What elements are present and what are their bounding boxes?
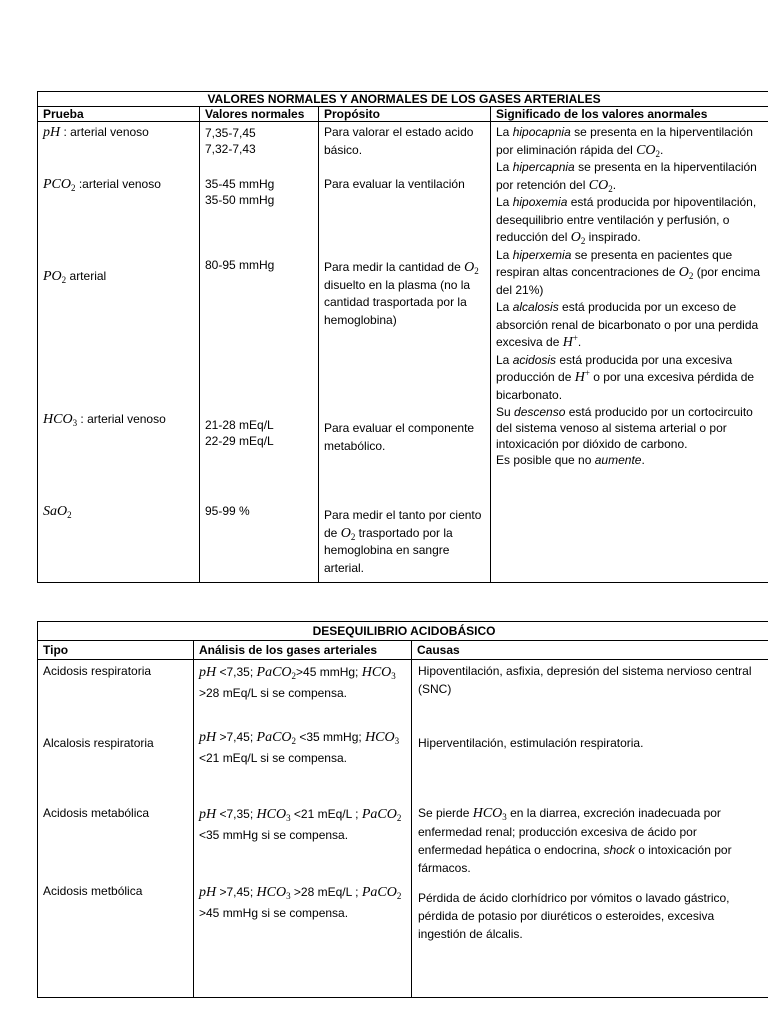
header-causas: Causas: [412, 641, 768, 660]
acid-base-table: [37, 621, 768, 998]
test-sao2: SaO$_2$: [43, 504, 72, 520]
analysis-acidosis-metabolica: pH <7,35; $HCO_3 <21$ mEq/L ; PaCO$_2$ <35 mmHg si se compensa.: [199, 807, 402, 842]
analysis-alcalosis-respiratoria: pH >7,45; PaCO$_2$ <35 mmHg; $HCO_3 <21$ mEq/L si se compensa.: [199, 730, 400, 765]
causes-column: [412, 660, 768, 998]
type-acidosis-respiratoria: Acidosis respiratoria: [43, 664, 152, 678]
meaning-aumente: Es posible que no aumente.: [496, 453, 645, 467]
test-ph: pH : arterial venoso: [43, 125, 149, 140]
purpose-pco2: Para evaluar la ventilación: [324, 177, 465, 191]
type-alcalosis-respiratoria: Alcalosis respiratoria: [43, 736, 154, 750]
meaning-hipocapnia: La hipocapnia se presenta en la hiperventilación por eliminación rápida del $CO_2$.: [496, 125, 753, 159]
test-hco3: $HCO_3$ : arterial venoso: [43, 412, 166, 428]
purpose-column: [319, 122, 491, 583]
meaning-alcalosis: La alcalosis está producida por un exceso de absorción renal de bicarbonato o por una perdida excesiva de H+.: [496, 300, 759, 350]
analysis-acidosis-respiratoria: pH <7,35; PaCO$_2$>45 mmHg; $HCO_3 >28$ mEq/L si se compensa.: [199, 665, 396, 700]
header-significado: Significado de los valores anormales: [491, 107, 768, 122]
cause-acidosis-metabolica: Se pierde $HCO_3$ en la diarrea, excreción inadecuada por enfermedad renal; producción excesiva de ácido por enfermedad hepática o endocrina, shock o intoxicación por fármacos.: [418, 806, 732, 875]
type-acidosis-metabolica: Acidosis metabólica: [43, 806, 150, 820]
header-proposito: Propósito: [319, 107, 491, 122]
analysis-column: [194, 660, 412, 998]
meaning-column: [491, 122, 768, 583]
cause-acidosis-metbolica: Pérdida de ácido clorhídrico por vómitos o lavado gástrico, pérdida de potasio por diuréticos o esteroides, excesiva ingestión de álcalis.: [418, 891, 730, 941]
header-tipo: Tipo: [38, 641, 194, 660]
analysis-acidosis-metbolica: pH >7,45; $HCO_3 >28$ mEq/L ; PaCO$_2$ >45 mmHg si se compensa.: [199, 885, 402, 920]
header-prueba: Prueba: [38, 107, 200, 122]
meaning-hipoxemia: La hipoxemia está producida por hipoventilación, desequilibrio entre ventilación y perfusión, o reducción del $O_2$ inspirado.: [496, 195, 757, 246]
test-po2: $PO_2$ arterial: [43, 269, 107, 285]
purpose-ph: Para valorar el estado acido básico.: [324, 125, 474, 157]
meaning-acidosis: La acidosis está producida por una excesiva producción de H+ o por una excesiva pérdida de bicarbonato.: [496, 352, 755, 402]
table2-title: DESEQUILIBRIO ACIDOBÁSICO: [38, 622, 768, 641]
header-valores: Valores normales: [200, 107, 319, 122]
values-sao2: 95-99 %: [205, 504, 250, 518]
values-pco2: 35-45 mmHg 35-50 mmHg: [205, 177, 275, 207]
purpose-sao2: Para medir el tanto por ciento de $O_2$ trasportado por la hemoglobina en sangre arterial.: [324, 508, 482, 575]
header-analisis: Análisis de los gases arteriales: [194, 641, 412, 660]
meaning-descenso: Su descenso está producido por un cortocircuito del sistema venoso al sistema arterial o por intoxicación por dióxido de carbono.: [496, 405, 753, 451]
tests-column: [38, 122, 200, 583]
values-column: [200, 122, 319, 583]
values-hco3: 21-28 mEq/L 22-29 mEq/L: [205, 418, 274, 448]
values-ph: 7,35-7,45 7,32-7,43: [205, 126, 256, 156]
cause-acidosis-respiratoria: Hipoventilación, asfixia, depresión del sistema nervioso central (SNC): [418, 664, 752, 696]
purpose-hco3: Para evaluar el componente metabólico.: [324, 421, 475, 453]
normal-values-table: [37, 91, 768, 583]
meaning-hiperxemia: La hiperxemia se presenta en pacientes que respiran altas concentraciones de $O_2$ (por encima del 21%): [496, 247, 761, 297]
type-acidosis-metbolica: Acidosis metbólica: [43, 884, 143, 898]
test-pco2: $PCO_2$ :arterial venoso: [43, 177, 161, 193]
meaning-hipercapnia: La hipercapnia se presenta en la hiperventilación por retención del $CO_2$.: [496, 160, 757, 194]
cause-alcalosis-respiratoria: Hiperventilación, estimulación respiratoria.: [418, 736, 644, 750]
purpose-po2: Para medir la cantidad de $O_2$ disuelto en la plasma (no la cantidad trasportada por la hemoglobina): [324, 260, 479, 327]
values-po2: 80-95 mmHg: [205, 258, 275, 272]
types-column: [38, 660, 194, 998]
table1-title: VALORES NORMALES Y ANORMALES DE LOS GASES ARTERIALES: [38, 92, 768, 107]
